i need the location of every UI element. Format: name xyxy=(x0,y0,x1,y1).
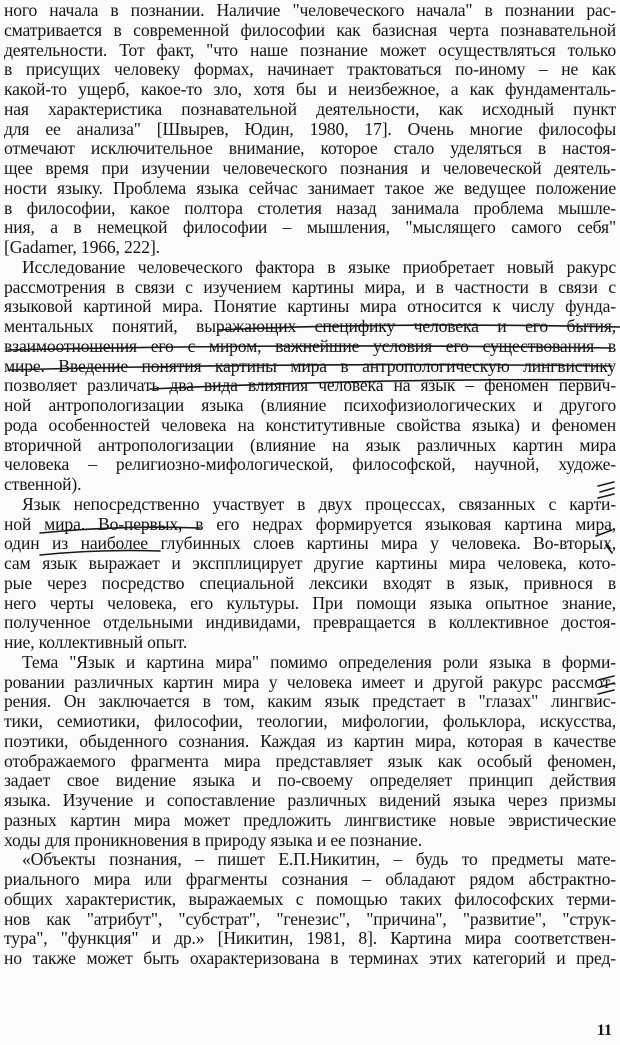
text-line: него черты человека, его культуры. При помощи языка опытное знание, xyxy=(4,593,616,613)
text-line: «Объекты познания, – пишет Е.П.Никитин, – будь то предметы мате- xyxy=(22,850,616,870)
page-number: 11 xyxy=(596,1022,612,1039)
text-line: отмечают исключительное внимание, которое стало уделяться в настоя- xyxy=(4,139,616,159)
text-line: какой-то ущерб, какое-то зло, хотя бы и неизбежное, а как фундаменталь- xyxy=(4,80,616,99)
text-line: щее время при изучении человеческого познания и человеческой деятель- xyxy=(4,159,616,178)
text-line: ного начала в познании. Наличие "человеческого начала" в познании рас- xyxy=(4,1,616,20)
text-line: языковой картиной мира. Понятие картины мира относится к числу фунда- xyxy=(4,297,616,317)
text-line: человека – религиозно-мифологической, философской, научной, художе- xyxy=(4,455,616,475)
text-line: рения. Он заключается в том, каким язык предстает в "глазах" лингвис- xyxy=(4,692,616,712)
body-text xyxy=(4,1,616,969)
text-line: но также может быть охарактеризована в терминах этих категорий и пред- xyxy=(4,949,616,968)
text-line: в присущих человеку формах, начинает трактоваться по-иному – не как xyxy=(4,60,616,80)
text-line: ментальных понятий, выражающих специфику человека и его бытия, xyxy=(4,317,616,336)
text-line: разных картин мира может предложить лингвистике новые эвристические xyxy=(4,810,616,830)
text-line: ная характеристика познавательной деятельности, как исходный пункт xyxy=(4,99,616,119)
text-line: тики, семиотики, философии, теологии, мифологии, фольклора, искусства, xyxy=(4,712,616,731)
text-line: задает свое видение языка и по-своему определяет принцип действия xyxy=(4,771,616,791)
text-line: [Gadamer, 1966, 222]. xyxy=(4,238,160,257)
text-line: деятельности. Тот факт, "что наше познание может осуществляться только xyxy=(4,40,616,60)
text-line: вторичной антропологизации (влияние на язык различных картин мира xyxy=(4,435,616,455)
text-line: ние, коллективный опыт. xyxy=(4,633,188,652)
text-line: Язык непосредственно участвует в двух процессах, связанных с карти- xyxy=(22,494,616,514)
text-line: отображаемого фрагмента мира представляет язык как особый феномен, xyxy=(4,751,616,771)
text-line: сматривается в современной философии как базисная черта познавательной xyxy=(4,20,616,40)
text-line: поэтики, обыденного сознания. Каждая из картин мира, которая в качестве xyxy=(4,731,616,751)
text-line: нов как "атрибут", "субстрат", "генезис", "причина", "развитие", "струк- xyxy=(4,909,616,929)
text-line: полученное отдельными индивидами, превращается в коллективное достоя- xyxy=(4,613,616,633)
text-line: общих характеристик, выражаемых с помощью таких философских терми- xyxy=(4,889,616,909)
text-line: взаимоотношения его с миром, важнейшие условия его существования в xyxy=(4,336,616,356)
text-line: Исследование человеческого фактора в языке приобретает новый ракурс xyxy=(22,257,616,277)
text-line: мире. Введение понятия картины мира в антропологическую лингвистику xyxy=(4,356,616,376)
text-line: ровании различных картин мира у человека имеет и другой ракурс рассмот- xyxy=(4,672,616,692)
text-line: тура", "функция" и др.» [Никитин, 1981, 8]. Картина мира соответствен- xyxy=(4,929,616,949)
text-line: рые через посредство специальной лексики входят в язык, привнося в xyxy=(4,573,616,593)
text-line: рассмотрения в связи с изучением картины мира, и в частности в связи с xyxy=(4,277,616,297)
text-line: риального мира или фрагменты сознания – обладают рядом абстрактно- xyxy=(4,870,616,889)
text-line: позволяет различать два вида влияния человека на язык – феномен первич- xyxy=(4,376,616,396)
text-line: один из наиболее глубинных слоев картины мира у человека. Во-вторых, xyxy=(4,534,616,554)
text-line: Тема "Язык и картина мира" помимо определения роли языка в форми- xyxy=(22,652,616,672)
text-line: в философии, какое полтора столетия назад занимала проблема мышле- xyxy=(4,198,616,218)
text-line: ной мира. Во-первых, в его недрах формируется языковая картина мира, xyxy=(4,514,616,534)
text-line: ходы для проникновения в природу языка и ее познание. xyxy=(4,830,422,850)
text-line: ственной). xyxy=(4,475,82,494)
text-line: ния, а в немецкой философии – мышления, "мыслящего самого себя" xyxy=(4,218,616,238)
text-line: для ее анализа" [Швырев, Юдин, 1980, 17]. Очень многие философы xyxy=(4,119,616,139)
text-line: ной антропологизации языка (влияние психофизиологических и другого xyxy=(4,396,616,415)
text-line: ности языку. Проблема языка сейчас занимает такое же ведущее положение xyxy=(4,178,616,198)
text-line: рода особенностей человека на конститутивные свойства языка) и феномен xyxy=(4,415,616,435)
text-line: сам язык выражает и экспплицирует другие картины мира человека, кото- xyxy=(4,554,616,573)
text-line: языка. Изучение и сопоставление различных видений языка через призмы xyxy=(4,791,616,810)
